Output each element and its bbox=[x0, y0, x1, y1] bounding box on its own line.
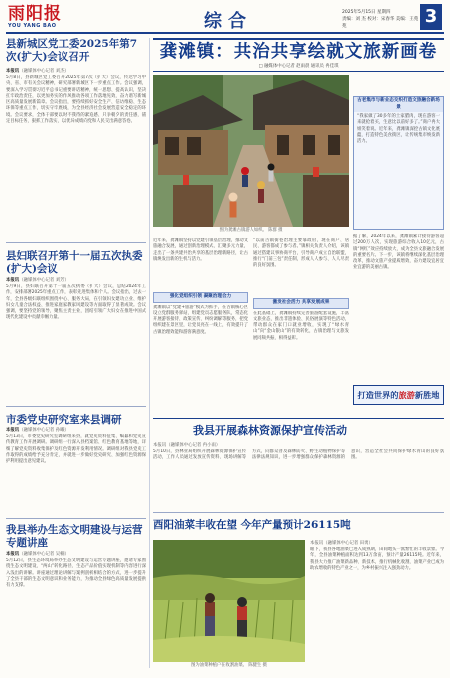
page-number: 3 bbox=[420, 4, 442, 30]
divider bbox=[6, 518, 146, 519]
main-byline: □ 融媒体中心记者 赵雨晨 通讯员 冉佳琪 bbox=[258, 64, 339, 69]
article-title: 市委党史研究室来县调研 bbox=[6, 414, 122, 426]
article-xincheng bbox=[6, 38, 146, 236]
left-column bbox=[6, 38, 146, 668]
article-byline: 本报讯（融媒体中心记者 孙曦） bbox=[6, 428, 69, 433]
main-headline: 龚滩镇：共治共享绘就文旅新画卷 bbox=[159, 42, 438, 62]
article-byline: 本报讯（融媒体中心记者 刘芳） bbox=[6, 278, 69, 283]
article-rapeseed: 本报讯（融媒体中心记者 田勇） 眼下，我县各地油菜已进入成熟期，田间地头一派繁忙的丰收景象。今年，全县油菜种植面积达到13万余亩，预计产量26115吨。近年来，我县大力推广油菜新品种、新技术，推行机械化收割，油菜产业已成为助农增收的特色产业之一，为乡村振兴注入强劲动力。 bbox=[310, 541, 444, 571]
article-fulian bbox=[6, 250, 146, 400]
article-title: 县妇联召开第十一届五次执委(扩大)会议 bbox=[6, 250, 143, 275]
newspaper-logo bbox=[8, 5, 68, 31]
rapeseed-field-illustration bbox=[153, 540, 305, 662]
sidebar-box bbox=[353, 96, 444, 230]
masthead bbox=[6, 4, 444, 34]
section-title: 综合 bbox=[204, 11, 252, 32]
article-title: 我县举办生态文明建设与运营专题讲座 bbox=[6, 524, 143, 549]
photo-caption: 图为龚滩古镇游人如织。 陈群 摄 bbox=[219, 228, 283, 233]
article-byline: 本报讯（融媒体中心记者 刘杰） bbox=[6, 69, 69, 74]
sidebar-body: “我家做了30多年的土家腊肉，现在游客一来就抢着买，生意比以前好多了。”商户冉大姐笑着说。近年来，龚滩镇深挖古镇文化底蕴，打造特色美食街区，让传统集市焕发新活力。 bbox=[357, 114, 440, 145]
divider bbox=[153, 512, 444, 513]
ancient-town-illustration bbox=[153, 75, 349, 227]
article-shengtai bbox=[6, 524, 146, 668]
article-byline: 本报讯（融媒体中心记者 吴楠） bbox=[6, 552, 69, 557]
main-headline-block bbox=[153, 38, 444, 72]
main-subheading: 激发社会活力 共享发展成果 bbox=[253, 298, 349, 309]
article-dangshi bbox=[6, 414, 146, 512]
article-body: 5月12日，县生态环境局举办生态文明建设与运营专题讲座，邀请专家围绕生态文明建设、“两山”转化路径、生态产品价值实现机制等内容进行深入浅出的讲解。讲座通过理论讲解与案例剖析相结合的方式，进一步提升了全县干部的生态文明意识和业务能力，为推动全县绿色高质量发展提供有力支撑。 bbox=[6, 558, 146, 589]
article-body: 5月9日，县妇联召开第十一届五次执委（扩大）会议，总结2024年工作，安排部署2025年重点工作，表彰先进集体和个人。会议指出，过去一年，全县各级妇联组织围绕中心、服务大局，在引领妇女建功立业、维护妇女儿童合法权益、推进家庭家教家风建设等方面取得了显著成效。会议强调，要坚持党的领导，聚焦主责主业，团结引领广大妇女在推进中国式现代化建设中贡献巾帼力量。 bbox=[6, 284, 146, 321]
divider bbox=[153, 418, 444, 419]
logo-en: YOU YANG BAO bbox=[8, 23, 57, 29]
main-subheading: 强化党组织引领 凝聚治理合力 bbox=[153, 292, 248, 303]
photo-caption: 图为油菜种植户在收割油菜。 陈健生 摄 bbox=[191, 663, 267, 668]
main-column-1: 近年来，龚滩镇坚持以党建引领基层治理，推动文旅融合发展，通过创新治理模式、汇聚多元力量，走出了一条共建共治共享的基层治理新路径，让古镇焕发出新的生机与活力。 强化党组织引领 凝聚治理合力 龚滩镇以“党建+旅游”模式为抓手，在古镇核心区设立党群服务驿站，组建党员志愿服务队，常态化开展游客接待、政策宣传、纠纷调解等服务，把党组织建在景区里，让党员亮在一线上，有效提升了古镇治理效能和游客满意度。 bbox=[153, 238, 248, 335]
article-title: 我县开展森林资源保护宣传活动 bbox=[193, 424, 347, 437]
main-column-2: “以前古镇街巷治理主要靠政府，现在商户、居民、游客都成了参与者。”镇相关负责人介绍，该镇通过搭建议事协商平台，引导商户成立自治联盟，推行“门前三包”责任制，形成人人参与、人人尽责的良好氛围。 激发社会活力 共享发展成果 在此基础上，龚滩镇持续完善旅游配套设施，丰富文旅业态，推出非遗体验、民俗展演等特色活动，带动群众在家门口就业增收，实现了“绿水青山”向“金山银山”的有效转化，古镇治理与文旅发展同频共振、相得益彰。 bbox=[253, 238, 349, 341]
divider bbox=[6, 406, 146, 407]
divider bbox=[6, 242, 146, 243]
main-photo bbox=[153, 75, 349, 227]
rapeseed-photo bbox=[153, 540, 305, 662]
article-body: 5月13日，市委党史研究室调研组来县，就党史资料征集、编纂和党史宣传教育工作开展调研。调研组一行深入县档案馆、红色教育基地等地，详细了解党史资料收集保护及红色资源开发利用情况。调研组对我县党史工作取得的成绩给予充分肯定，并就进一步做好党史研究、加强红色资源保护利用提出意见建议。 bbox=[6, 434, 146, 465]
main-column-3: 据了解，2024年以来，龚滩镇累计接待游客超过200万人次，实现旅游综合收入10亿元，古镇“网红”效应持续放大，成为全县文旅融合发展的重要名片。下一步，该镇将继续深化基层治理改革，推动文旅产业提质增效，奋力建设宜居宜业宜游的美丽古镇。 bbox=[353, 234, 444, 271]
column-divider bbox=[149, 38, 150, 668]
article-title: 县新城区党工委2025年第7次(扩大)会议召开 bbox=[6, 38, 138, 63]
slogan-banner: 打造世界的旅游新胜地 bbox=[353, 385, 444, 405]
article-forest: 本报讯（融媒体中心记者 冉小雨） 5月10日，县林业局组织开展森林资源保护宣传活动，工作人员通过发放宣传资料、现场讲解等方式，向群众普及森林防火、野生动植物保护等法律法规知识，进一步增强群众保护森林资源的意识，营造全社会共同保护绿水青山的良好氛围。 bbox=[153, 443, 444, 461]
sidebar-subtitle: 古老集市与新业态交织打造文旅融合新场景 bbox=[354, 97, 443, 112]
logo-cn: 雨阳报 bbox=[8, 4, 62, 24]
issue-meta: 2025年5月15日 星期四 责编：刘 杰 校对：宋春华 美编：王苑苑 bbox=[342, 10, 419, 29]
article-title: 酉阳油菜丰收在望 今年产量预计26115吨 bbox=[153, 519, 351, 531]
article-body: 5月8日，县新城区党工委召开2025年第7次（扩大）会议，传达学习中央、省、市有关会议精神，研究部署新城区下一步重点工作。会议强调，要深入学习贯彻习近平总书记重要讲话精神，统一思想、提高认识，坚决扛牢政治责任，以更加务实的作风推动各项工作落地见效，奋力谱写新城区高质量发展新篇章。会议指出，要持续抓好安全生产、信访维稳、生态环保等重点工作，切实守牢底线，为全县经济社会发展营造安全稳定的环境。会议要求，全体干部要以时不我待的紧迫感、只争朝夕的责任感，锚定目标任务，狠抓工作落实，以优异成绩向党和人民交出满意答卷。 bbox=[6, 75, 146, 125]
